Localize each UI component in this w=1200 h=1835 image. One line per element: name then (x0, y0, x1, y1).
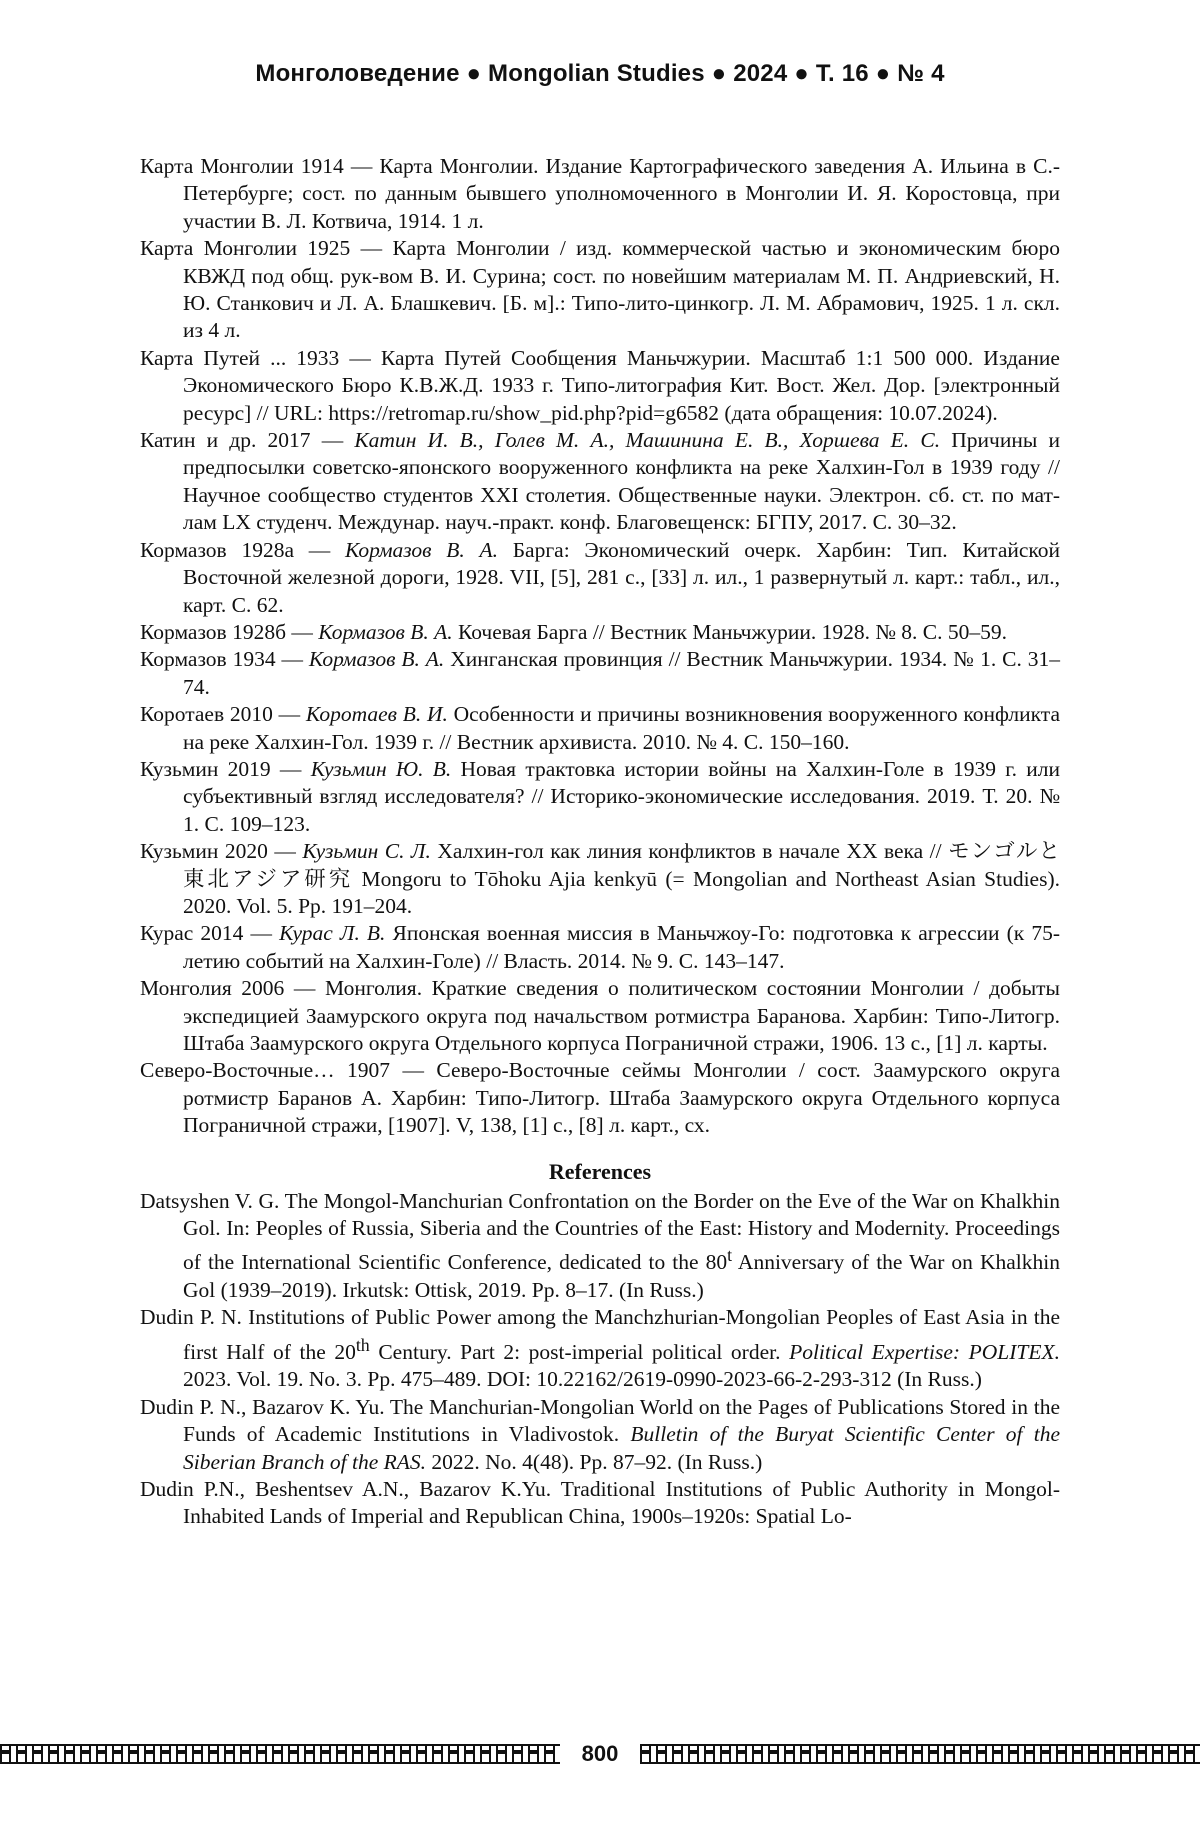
english-reference-list (140, 1188, 1060, 1531)
reference-key: Кормазов 1934 — (140, 647, 309, 672)
bibliography (140, 153, 1060, 1531)
reference-text: Карта Монголии / изд. коммерческой частью и экономическим бюро КВЖД под общ. рук-вом В. И. Сурина; сост. по новейшим материалам М. П. Андриевский, Н. Ю. Станкович и Л. А. Блашкевич. [Б. м].: Типо-лито-цинкогр. Л. М. Абрамович, 1925. 1 л. скл. из 4 л. (183, 236, 1060, 343)
reference-key: Карта Монголии 1914 — (140, 154, 380, 178)
reference-key: Карта Монголии 1925 — (140, 236, 393, 261)
reference-text: Карта Монголии. Издание Картографического заведения А. Ильина в С.-Петербурге; сост. по данным бывшего уполномоченного в Монголии И. Я. Коростовца, при участии В. Л. Котвича, 1914. 1 л. (183, 154, 1060, 233)
reference-text: Кочевая Барга // Вестник Маньчжурии. 1928. № 8. С. 50–59. (452, 619, 1007, 644)
reference-text: Барга: Экономический очерк. Харбин: Тип. Китайской Восточной железной дороги, 1928. VII, [5], 281 с., [33] л. ил., 1 развернутый л. карт.: табл., ил., карт. С. 62. (183, 537, 1061, 617)
reference-entry (140, 1394, 1060, 1476)
reference-entry (140, 701, 1060, 756)
reference-entry (140, 646, 1060, 701)
reference-text: Dudin P.N., Beshentsev A.N., Bazarov K.Yu. Traditional Institutions of Public Authority in Mongol-Inhabited Lands of Imperial and Republican China, 1900s–1920s: Spatial Lo- (140, 1477, 1060, 1529)
ordinal-superscript: t (727, 1245, 733, 1266)
reference-text: Хинганская провинция // Вестник Маньчжурии. 1934. № 1. С. 31–74. (183, 647, 1061, 699)
reference-text: 2022. No. 4(48). Pp. 87–92. (In Russ.) (426, 1449, 763, 1474)
reference-entry (140, 756, 1060, 838)
reference-text: 2023. Vol. 19. No. 3. Pp. 475–489. DOI: 10.22162/2619-0990-2023-66-2-293-312 (In Russ.) (183, 1367, 982, 1392)
reference-authors: Кормазов В. А. (344, 537, 498, 562)
reference-text: Новая трактовка истории войны на Халхин-Голе в 1939 г. или субъективный взгляд исследователя? // Историко-экономические исследования. 2019. Т. 20. № 1. С. 109–123. (183, 756, 1061, 836)
reference-key: Кузьмин 2020 — (140, 839, 303, 864)
reference-authors: Коротаев В. И. (305, 702, 448, 727)
reference-authors: Курас Л. В. (279, 921, 386, 946)
reference-text: Монголия. Краткие сведения о политическом состоянии Монголии / добыты экспедицией Заамурского округа под начальством ротмистра Баранова. Харбин: Типо-Литогр. Штаба Заамурского округа Отдельного корпуса Пограничной стражи, 1906. 13 с., [1] л. карты. (183, 976, 1060, 1055)
reference-entry (140, 1057, 1060, 1139)
reference-authors: Кормазов В. А. (308, 647, 445, 672)
reference-text: Anniversary of the War on Khalkhin Gol (1939–2019). Irkutsk: Ottisk, 2019. Pp. 8–17. (In Russ.) (183, 1250, 1060, 1302)
reference-text: Особенности и причины возникновения вооруженного конфликта на реке Халхин-Гол. 1939 г. // Вестник архивиста. 2010. № 4. С. 150–160. (183, 702, 1060, 754)
ordinal-superscript: th (355, 1334, 370, 1355)
reference-text: Халхин-гол как линия конфликтов в начале XX века // モンゴルと東北アジア研究 Mongoru to Tōhoku Ajia kenkyū (= Mongolian and Northeast Asian Studies). 2020. Vol. 5. Pp. 191–204. (183, 839, 1060, 918)
reference-text: Dudin P. N. Institutions of Public Power among the Manchzhurian-Mongolian Peoples of East Asia in the first Half of the 20 (140, 1305, 1060, 1364)
reference-entry (140, 427, 1060, 537)
journal-title: Bulletin of the Buryat Scientific Center of the Siberian Branch of the RAS. (183, 1422, 1060, 1474)
reference-key: Монголия 2006 — (140, 976, 325, 1001)
reference-key: Коротаев 2010 — (140, 702, 306, 727)
meander-border-left (0, 1744, 560, 1764)
reference-entry (140, 235, 1060, 345)
reference-text: Dudin P. N., Bazarov K. Yu. The Manchurian-Mongolian World on the Pages of Publications Stored in the Funds of Academic Institutions in Vladivostok. (140, 1394, 1060, 1447)
reference-entry (140, 1476, 1060, 1531)
footer-ornament (0, 1742, 1200, 1766)
reference-text: Карта Путей Сообщения Маньчжурии. Масштаб 1:1 500 000. Издание Экономического Бюро К.В.Ж.Д. 1933 г. Типо-литография Кит. Вост. Жел. Дор. [электронный ресурс] // URL: https://retromap.ru/show_pid.php?pid=g6582 (дата обращения: 10.07.2024). (183, 345, 1060, 425)
reference-authors: Кормазов В. А. (318, 619, 453, 644)
meander-border-right (640, 1744, 1200, 1764)
reference-key: Катин и др. 2017 — (140, 428, 355, 453)
page-number: 800 (581, 1741, 619, 1766)
reference-authors: Кузьмин С. Л. (302, 839, 431, 864)
reference-entry (140, 345, 1060, 427)
reference-entry (140, 975, 1060, 1057)
reference-text: Северо-Восточные сеймы Монголии / сост. Заамурского округа ротмистр Баранов А. Харбин: Типо-Литогр. Штаба Заамурского округа Отдельного корпуса Пограничной стражи, [1907]. V, 138, [1] с., [8] л. карт., сх. (183, 1058, 1060, 1138)
reference-entry (140, 1188, 1060, 1305)
reference-key: Карта Путей ... 1933 — (140, 345, 381, 370)
reference-entry (140, 537, 1060, 619)
reference-key: Кузьмин 2019 — (140, 756, 311, 781)
reference-text: Datsyshen V. G. The Mongol-Manchurian Confrontation on the Border on the Eve of the War on Khalkhin Gol. In: Peoples of Russia, Siberia and the Countries of the East: History and Modernity. Proceedings of the International Scientific Conference, dedicated to the 80 (140, 1188, 1060, 1275)
reference-entry (140, 838, 1060, 920)
reference-text: Причины и предпосылки советско-японского вооруженного конфликта на реке Халхин-Гол в 1939 году // Научное сообщество студентов XXI столетия. Общественные науки. Электрон. сб. ст. по мат-лам LX студенч. Междунар. науч.-практ. конф. Благовещенск: БГПУ, 2017. С. 30–32. (183, 428, 1060, 535)
reference-key: Северо-Восточные… 1907 — (140, 1058, 437, 1083)
reference-key: Курас 2014 — (140, 921, 280, 946)
reference-authors: Кузьмин Ю. В. (310, 756, 452, 781)
reference-text: Японская военная миссия в Маньчжоу-Го: подготовка к агрессии (к 75-летию событий на Халхин-Голе) // Власть. 2014. № 9. С. 143–147. (183, 921, 1060, 973)
reference-entry (140, 920, 1060, 975)
reference-entry (140, 1304, 1060, 1393)
reference-entry (140, 619, 1060, 646)
running-head: Монголоведение ● Mongolian Studies ● 2024 ● Т. 16 ● № 4 (255, 60, 945, 87)
reference-key: Кормазов 1928а — (140, 537, 345, 562)
reference-entry (140, 153, 1060, 235)
reference-key: Кормазов 1928б — (140, 619, 319, 644)
russian-reference-list (140, 153, 1060, 1140)
journal-title: Political Expertise: POLITEX. (789, 1339, 1060, 1364)
references-heading: References (548, 1158, 652, 1184)
reference-text: Century. Part 2: post-imperial political order. (369, 1339, 790, 1364)
reference-authors: Катин И. В., Голев М. А., Машинина Е. В., Хоршева Е. С. (354, 428, 941, 453)
